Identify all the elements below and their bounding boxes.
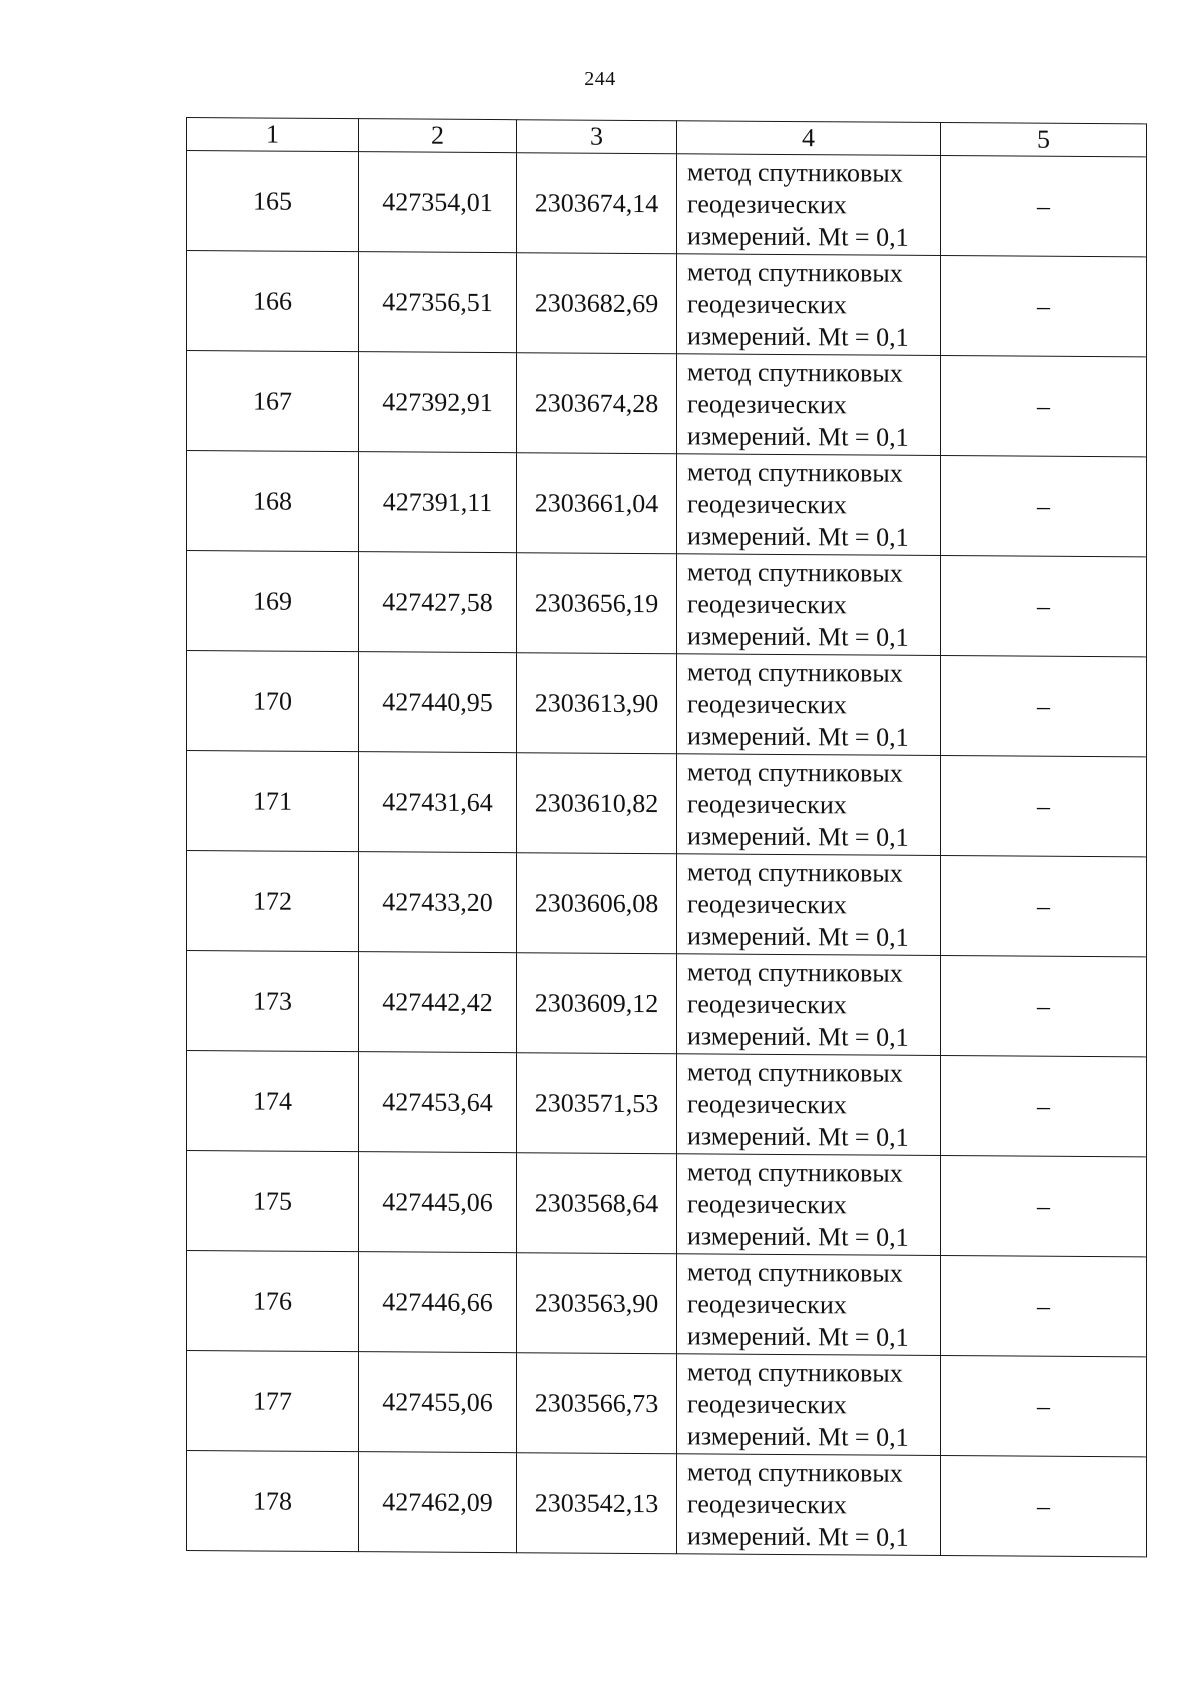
table-row: [187, 1251, 1147, 1357]
method-text-line: метод спутниковых: [687, 656, 903, 688]
x-coordinate-cell: 427453,64: [359, 1052, 517, 1153]
point-number-cell: 176: [187, 1251, 359, 1352]
y-coordinate-cell: 2303566,73: [517, 1353, 677, 1454]
method-text-line: метод спутниковых: [687, 1456, 903, 1488]
y-coordinate-cell: 2303606,08: [517, 853, 677, 954]
y-coordinate-cell: 2303563,90: [517, 1253, 677, 1354]
method-text-line: геодезических: [687, 1188, 847, 1219]
method-text-line: геодезических: [687, 1388, 847, 1419]
note-cell: –: [941, 956, 1147, 1057]
x-coordinate-cell: 427455,06: [359, 1352, 517, 1453]
method-text-line: измерений. Mt = 0,1: [687, 720, 909, 752]
method-text-line: геодезических: [687, 888, 847, 919]
method-text-line: метод спутниковых: [687, 756, 903, 788]
point-number-cell: 175: [187, 1151, 359, 1252]
method-text-line: измерений. Mt = 0,1: [687, 220, 909, 252]
header-cell-col-1: 1: [187, 118, 359, 152]
note-cell: –: [941, 656, 1147, 757]
point-number-cell: 173: [187, 951, 359, 1052]
note-cell: –: [941, 1156, 1147, 1257]
y-coordinate-cell: 2303661,04: [517, 453, 677, 554]
method-text-line: измерений. Mt = 0,1: [687, 920, 909, 952]
x-coordinate-cell: 427445,06: [359, 1152, 517, 1253]
table-row: [187, 751, 1147, 857]
x-coordinate-cell: 427354,01: [359, 152, 517, 253]
method-cell: [677, 354, 941, 456]
y-coordinate-cell: 2303682,69: [517, 253, 677, 354]
note-cell: –: [941, 856, 1147, 957]
header-cell-col-2: 2: [359, 119, 517, 153]
table-row: [187, 951, 1147, 1057]
x-coordinate-cell: 427431,64: [359, 752, 517, 853]
coordinates-table: [186, 117, 1147, 1557]
method-text-line: метод спутниковых: [687, 1356, 903, 1388]
table-row: [187, 851, 1147, 957]
y-coordinate-cell: 2303656,19: [517, 553, 677, 654]
method-text-line: измерений. Mt = 0,1: [687, 820, 909, 852]
point-number-cell: 172: [187, 851, 359, 952]
note-cell: –: [941, 1056, 1147, 1157]
method-text-line: измерений. Mt = 0,1: [687, 1020, 909, 1052]
table-row: [187, 1051, 1147, 1157]
note-cell: –: [941, 356, 1147, 457]
method-text-line: геодезических: [687, 1088, 847, 1119]
note-cell: –: [941, 1256, 1147, 1357]
method-text-line: метод спутниковых: [687, 1056, 903, 1088]
y-coordinate-cell: 2303571,53: [517, 1053, 677, 1154]
point-number-cell: 168: [187, 451, 359, 552]
note-cell: –: [941, 256, 1147, 357]
method-cell: [677, 1454, 941, 1556]
note-cell: –: [941, 156, 1147, 257]
method-text-line: метод спутниковых: [687, 556, 903, 588]
point-number-cell: 165: [187, 151, 359, 252]
y-coordinate-cell: 2303542,13: [517, 1453, 677, 1554]
method-cell: [677, 254, 941, 356]
method-text-line: измерений. Mt = 0,1: [687, 620, 909, 652]
y-coordinate-cell: 2303674,28: [517, 353, 677, 454]
method-cell: [677, 154, 941, 256]
method-cell: [677, 1354, 941, 1456]
table-row: [187, 1151, 1147, 1257]
method-text-line: измерений. Mt = 0,1: [687, 320, 909, 352]
method-text-line: метод спутниковых: [687, 456, 903, 488]
table-row: [187, 151, 1147, 257]
table-row: [187, 451, 1147, 557]
method-cell: [677, 554, 941, 656]
x-coordinate-cell: 427391,11: [359, 452, 517, 553]
method-text-line: измерений. Mt = 0,1: [687, 1220, 909, 1252]
method-text-line: метод спутниковых: [687, 156, 903, 188]
method-cell: [677, 1154, 941, 1256]
y-coordinate-cell: 2303674,14: [517, 153, 677, 254]
table-row: [187, 551, 1147, 657]
method-text-line: метод спутниковых: [687, 356, 903, 388]
point-number-cell: 170: [187, 651, 359, 752]
method-text-line: измерений. Mt = 0,1: [687, 1120, 909, 1152]
header-cell-col-4: 4: [677, 121, 941, 156]
method-text-line: метод спутниковых: [687, 256, 903, 288]
x-coordinate-cell: 427433,20: [359, 852, 517, 953]
x-coordinate-cell: 427462,09: [359, 1452, 517, 1553]
point-number-cell: 174: [187, 1051, 359, 1152]
table-row: [187, 1451, 1147, 1557]
method-cell: [677, 954, 941, 1056]
point-number-cell: 177: [187, 1351, 359, 1452]
table-row: [187, 351, 1147, 457]
y-coordinate-cell: 2303568,64: [517, 1153, 677, 1254]
method-text-line: геодезических: [687, 688, 847, 719]
header-cell-col-5: 5: [941, 123, 1147, 157]
method-text-line: геодезических: [687, 1288, 847, 1319]
method-cell: [677, 854, 941, 956]
point-number-cell: 166: [187, 251, 359, 352]
method-text-line: метод спутниковых: [687, 956, 903, 988]
method-text-line: геодезических: [687, 588, 847, 619]
method-text-line: геодезических: [687, 288, 847, 319]
method-text-line: геодезических: [687, 488, 847, 519]
note-cell: –: [941, 1356, 1147, 1457]
x-coordinate-cell: 427442,42: [359, 952, 517, 1053]
method-text-line: метод спутниковых: [687, 1156, 903, 1188]
method-text-line: геодезических: [687, 788, 847, 819]
x-coordinate-cell: 427440,95: [359, 652, 517, 753]
point-number-cell: 178: [187, 1451, 359, 1552]
header-cell-col-3: 3: [517, 120, 677, 154]
method-cell: [677, 654, 941, 756]
point-number-cell: 171: [187, 751, 359, 852]
y-coordinate-cell: 2303613,90: [517, 653, 677, 754]
method-text-line: измерений. Mt = 0,1: [687, 520, 909, 552]
method-cell: [677, 1054, 941, 1156]
y-coordinate-cell: 2303610,82: [517, 753, 677, 854]
method-cell: [677, 754, 941, 856]
method-text-line: метод спутниковых: [687, 1256, 903, 1288]
x-coordinate-cell: 427427,58: [359, 552, 517, 653]
method-text-line: метод спутниковых: [687, 856, 903, 888]
table-row: [187, 1351, 1147, 1457]
method-text-line: измерений. Mt = 0,1: [687, 1520, 909, 1552]
table-row: [187, 251, 1147, 357]
note-cell: –: [941, 556, 1147, 657]
method-cell: [677, 1254, 941, 1356]
method-text-line: измерений. Mt = 0,1: [687, 420, 909, 452]
x-coordinate-cell: 427446,66: [359, 1252, 517, 1353]
y-coordinate-cell: 2303609,12: [517, 953, 677, 1054]
method-text-line: геодезических: [687, 988, 847, 1019]
note-cell: –: [941, 456, 1147, 557]
x-coordinate-cell: 427356,51: [359, 252, 517, 353]
table-row: [187, 651, 1147, 757]
method-cell: [677, 454, 941, 556]
method-text-line: геодезических: [687, 1488, 847, 1519]
note-cell: –: [941, 1456, 1147, 1557]
point-number-cell: 167: [187, 351, 359, 452]
method-text-line: геодезических: [687, 188, 847, 219]
method-text-line: измерений. Mt = 0,1: [687, 1420, 909, 1452]
point-number-cell: 169: [187, 551, 359, 652]
note-cell: –: [941, 756, 1147, 857]
x-coordinate-cell: 427392,91: [359, 352, 517, 453]
page-number: 244: [584, 68, 616, 90]
method-text-line: геодезических: [687, 388, 847, 419]
method-text-line: измерений. Mt = 0,1: [687, 1320, 909, 1352]
